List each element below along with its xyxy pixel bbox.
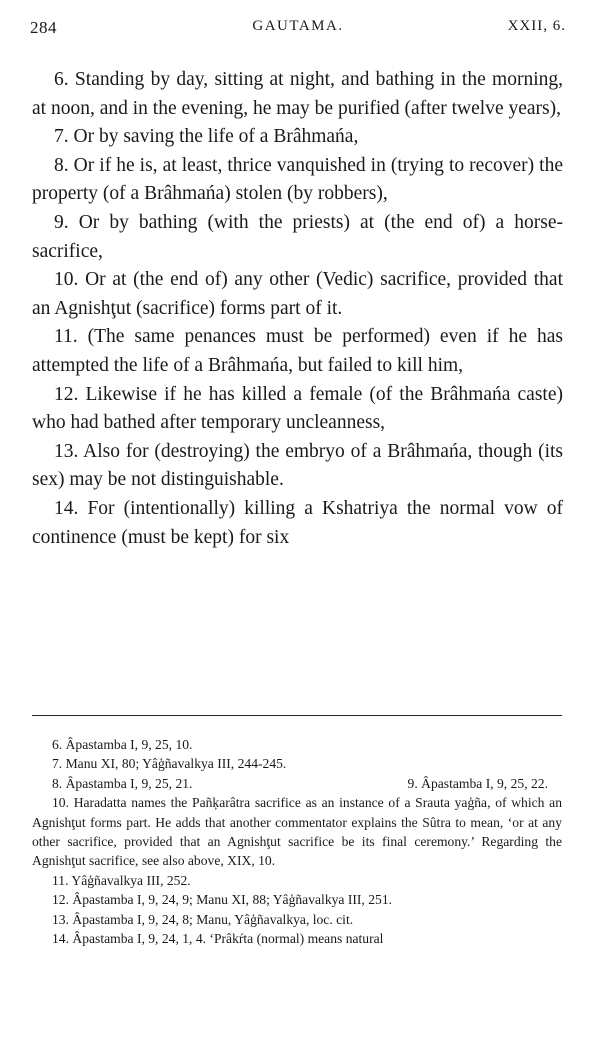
- main-text: [32, 66, 563, 552]
- footnote-7: 7. Manu XI, 80; Yâģñavalkya III, 244-245.: [52, 756, 287, 772]
- verse-13: 13. Also for (destroying) the embryo of a Brâhmańa, though (its sex) may be not distinguishable.: [32, 440, 563, 491]
- footnote-pair-8-9: [32, 774, 562, 793]
- verse-6: 6. Standing by day, sitting at night, and bathing in the morning, at noon, and in the evening, he may be purified (after twelve years),: [32, 69, 563, 119]
- footnote-6: 6. Âpastamba I, 9, 25, 10.: [52, 737, 193, 752]
- verse-8: 8. Or if he is, at least, thrice vanquished in (trying to recover) the property (of a Brâhmańa) stolen (by robbers),: [32, 154, 563, 205]
- footnote-14: 14. Âpastamba I, 9, 24, 1, 4. ‘Prâkŕta (normal) means natural: [52, 931, 384, 947]
- footnote-8: 8. Âpastamba I, 9, 25, 21.: [52, 775, 193, 791]
- running-title: GAUTAMA.: [252, 18, 344, 34]
- footnote-divider: [32, 715, 562, 716]
- verse-9: 9. Or by bathing (with the priests) at (the end of) a horse-sacrifice,: [32, 211, 563, 262]
- verse-10: 10. Or at (the end of) any other (Vedic) sacrifice, provided that an Agnishţut (sacrifice) forms part of it.: [32, 269, 563, 319]
- footnote-9: 9. Âpastamba I, 9, 25, 22.: [407, 775, 548, 791]
- footnotes: [32, 735, 562, 948]
- verse-12: 12. Likewise if he has killed a female (of the Brâhmańa caste) who had bathed after temporary uncleanness,: [32, 383, 563, 434]
- footnote-12: 12. Âpastamba I, 9, 24, 9; Manu XI, 88; Yâģñavalkya III, 251.: [52, 892, 393, 908]
- footnote-11: 11. Yâģñavalkya III, 252.: [52, 872, 191, 888]
- footnote-13: 13. Âpastamba I, 9, 24, 8; Manu, Yâģñavalkya, loc. cit.: [52, 911, 354, 927]
- footnote-10: 10. Haradatta names the Pañķarâtra sacrifice as an instance of a Srauta yaģña, of which an Agnishţut forms part. He adds that another commentator explains the Sûtra to mean, ‘or at any other sacrifice, provided that an Agnishţut sacrifice be its final ceremony.’ Regarding the Agnishţut sacrifice, see also above, XIX, 10.: [32, 795, 562, 869]
- verse-14: 14. For (intentionally) killing a Kshatriya the normal vow of continence (must be kept) for six: [32, 497, 563, 548]
- page-header: [30, 18, 566, 46]
- verse-7: 7. Or by saving the life of a Brâhmańa,: [54, 126, 359, 148]
- chapter-reference: XXII, 6.: [507, 18, 566, 34]
- verse-11: 11. (The same penances must be performed) even if he has attempted the life of a Brâhmańa, but failed to kill him,: [32, 326, 563, 376]
- page-number: 284: [30, 18, 57, 37]
